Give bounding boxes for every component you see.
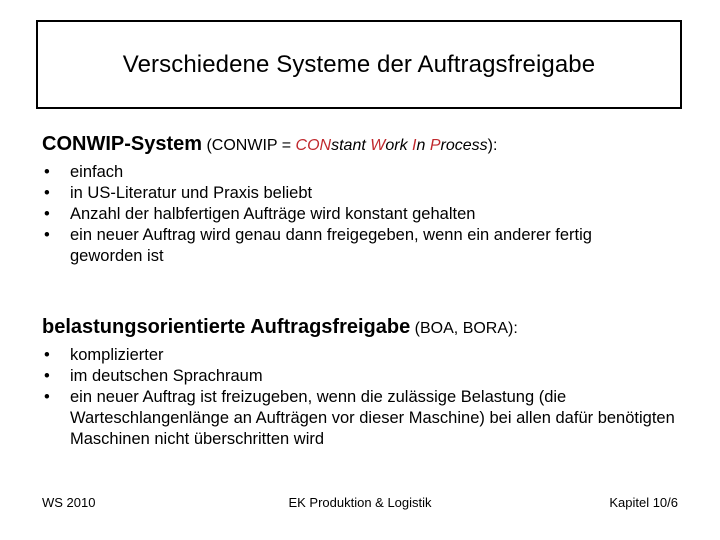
list-item: • im deutschen Sprachraum [44, 366, 680, 387]
boa-heading-suffix: (BOA, BORA): [410, 320, 518, 337]
footer-semester: WS 2010 [42, 495, 96, 510]
list-item: • ein neuer Auftrag ist freizugeben, wenn die zulässige Belastung (die Warteschlangenlänge an Aufträgen vor dieser Maschine) bei allen dafür benötigten Maschinen nicht überschritten wird [44, 387, 680, 450]
definition-con: CON [295, 137, 332, 154]
title-box [36, 20, 682, 109]
boa-heading [42, 316, 518, 339]
footer-chapter: Kapitel 10/6 [609, 495, 678, 510]
conwip-bullet-list [44, 162, 664, 267]
definition-open: (CONWIP = [202, 137, 296, 154]
definition-n: n [416, 137, 430, 154]
boa-heading-main: belastungsorientierte Auftragsfreigabe [42, 316, 411, 338]
definition-i: I [412, 137, 417, 154]
boa-bullet-list [44, 345, 680, 450]
definition-rocess: rocess [440, 137, 488, 154]
definition-p: P [429, 137, 441, 154]
footer-course: EK Produktion & Logistik [288, 495, 432, 510]
definition-close: ): [487, 137, 498, 154]
list-item: • Anzahl der halbfertigen Aufträge wird konstant gehalten [44, 204, 664, 225]
list-item: • einfach [44, 162, 664, 183]
conwip-heading [42, 133, 497, 156]
conwip-heading-main: CONWIP-System [42, 133, 203, 155]
definition-stant: stant [331, 137, 371, 154]
definition-w: W [370, 137, 386, 154]
list-item: • komplizierter [44, 345, 680, 366]
list-item: • in US-Literatur und Praxis beliebt [44, 183, 664, 204]
conwip-definition [202, 137, 497, 154]
slide-title: Verschiedene Systeme der Auftragsfreigabe [122, 50, 596, 78]
definition-ork: ork [385, 137, 413, 154]
list-item: • ein neuer Auftrag wird genau dann freigegeben, wenn ein anderer fertig geworden ist [44, 225, 664, 267]
